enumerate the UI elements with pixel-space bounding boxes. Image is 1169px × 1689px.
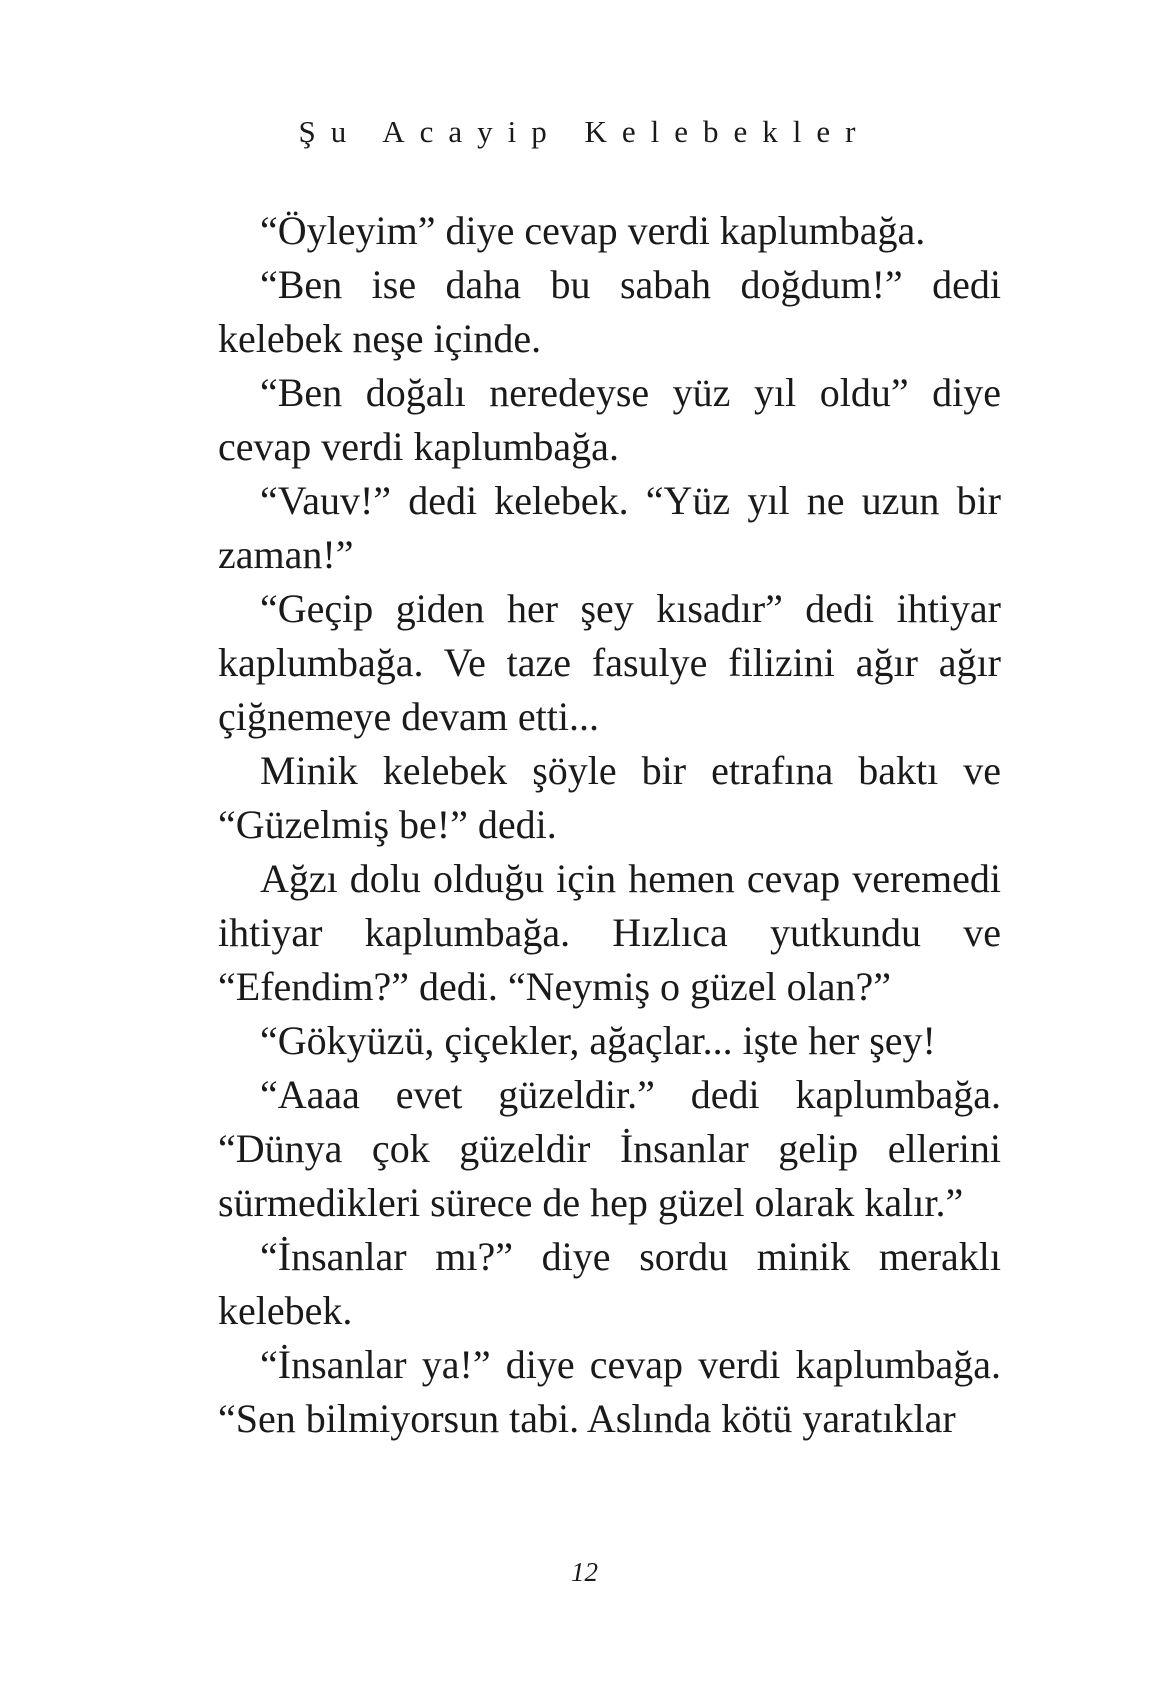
body-text — [218, 204, 1001, 1446]
paragraph: “İnsanlar ya!” diye cevap verdi kaplumbağa. “Sen bilmiyorsun tabi. Aslında kötü yaratıklar — [218, 1342, 1001, 1441]
paragraph: “Vauv!” dedi kelebek. “Yüz yıl ne uzun bir zaman!” — [218, 478, 1001, 577]
paragraph: Minik kelebek şöyle bir etrafına baktı ve “Güzelmiş be!” dedi. — [218, 748, 1001, 847]
paragraph: “Geçip giden her şey kısadır” dedi ihtiyar kaplumbağa. Ve taze fasulye filizini ağır ağır çiğnemeye devam etti... — [218, 586, 1001, 739]
running-head: Şu Acayip Kelebekler — [298, 114, 871, 149]
paragraph: “Ben doğalı neredeyse yüz yıl oldu” diye cevap verdi kaplumbağa. — [218, 370, 1001, 469]
paragraph: “Gökyüzü, çiçekler, ağaçlar... işte her şey! — [260, 1018, 936, 1063]
paragraph: “İnsanlar mı?” diye sordu minik meraklı kelebek. — [218, 1234, 1001, 1333]
paragraph: “Aaaa evet güzeldir.” dedi kaplumbağa. “Dünya çok güzeldir İnsanlar gelip ellerini sürmedikleri sürece de hep güzel olarak kalır.” — [218, 1072, 1001, 1225]
paragraph: “Ben ise daha bu sabah doğdum!” dedi kelebek neşe içinde. — [218, 262, 1001, 361]
paragraph: “Öyleyim” diye cevap verdi kaplumbağa. — [260, 208, 926, 253]
paragraph: Ağzı dolu olduğu için hemen cevap veremedi ihtiyar kaplumbağa. Hızlıca yutkundu ve “Efendim?” dedi. “Neymiş o güzel olan?” — [218, 856, 1001, 1009]
page-number: 12 — [571, 1557, 598, 1587]
